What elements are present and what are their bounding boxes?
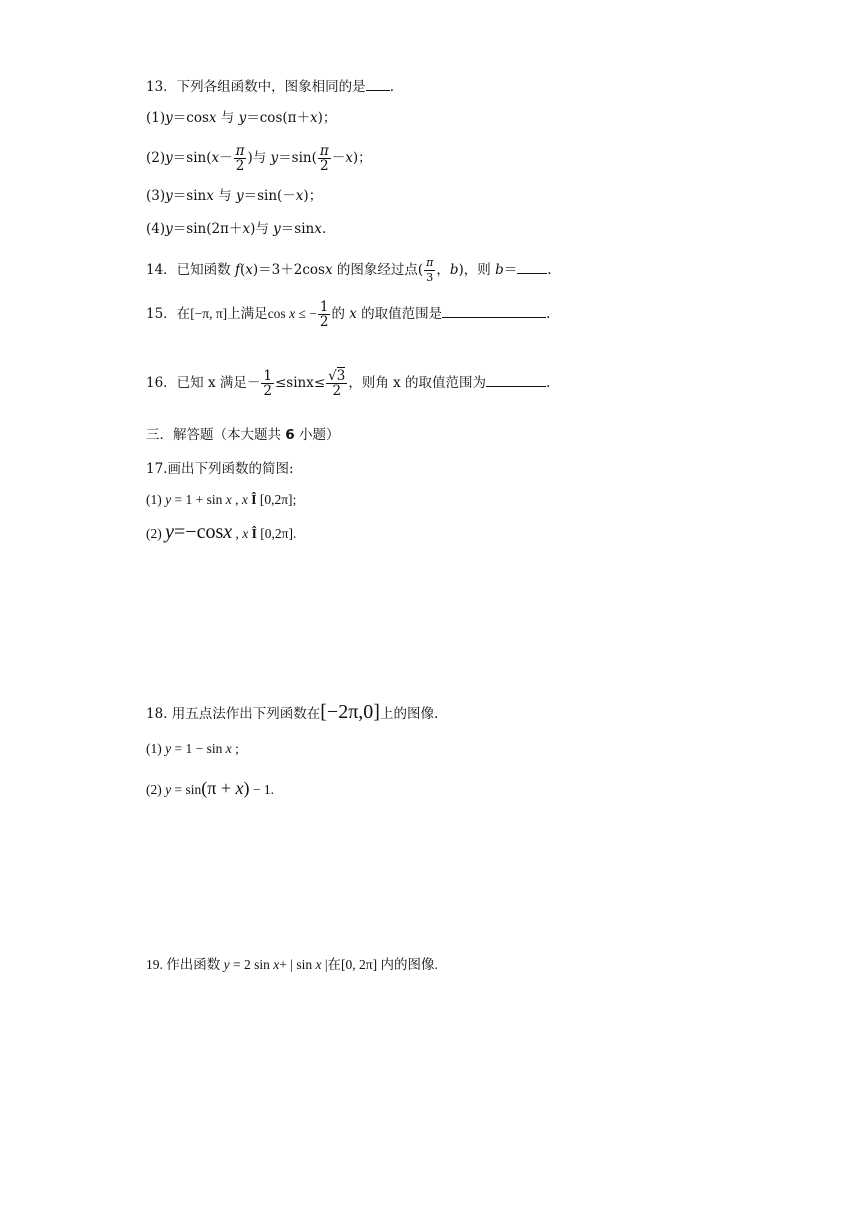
q15-text: 15．在 [146,306,191,322]
part-number: (2) [146,526,166,541]
denominator: 2 [320,158,329,174]
var-x: x [242,526,249,541]
question-19 [146,955,438,975]
var-x: x [223,521,233,543]
q16-text: ，则角 x 的取值范围为 [348,375,487,391]
expr: = 2 sin [229,957,274,972]
radicand: 3 [336,368,346,384]
numerator: π [235,143,245,159]
comma: , [232,526,243,541]
expr-end: )； [352,150,372,166]
numerator: π [319,143,329,159]
part-number: (2) [146,782,166,797]
expr: ＝sin( [278,150,317,166]
var-x: x [314,221,322,237]
conj: )与 [247,150,271,166]
answer-blank [486,372,546,387]
denominator: 2 [332,383,342,399]
q14-text: 的图象经过点( [332,262,424,278]
expr: = 1 − sin [171,741,226,756]
interval: [−2π,0] [320,701,380,723]
numerator: π [426,256,434,269]
q14-text: )，则 [458,262,496,278]
inequality: ≤ − [295,306,317,321]
numerator [326,369,347,384]
var-y: y [270,150,279,166]
element-of-symbol: Î [248,526,261,541]
var-x: x [225,741,232,756]
expr-end: ; [231,741,239,756]
minus: － [331,150,346,166]
period: . [546,306,551,322]
q15-text: 的取值范围是 [356,306,443,322]
q18-part-1 [146,739,239,759]
denominator: 2 [263,383,272,399]
var-y: y [165,221,173,237]
var-y: y [165,782,172,797]
answer-blank [366,76,390,91]
var-y: y [165,741,172,756]
answer-blank [517,259,547,274]
numerator: 1 [263,368,272,384]
section-count: 6 [285,427,295,443]
expr-end: )； [317,110,337,126]
sqrt-icon: √ [328,368,337,384]
expr-end: )； [303,188,323,204]
var-b: b [449,262,459,278]
var-y: y [223,957,230,972]
var-x: x [289,306,296,321]
fraction [318,144,331,173]
var-x: x [208,110,217,126]
var-y: y [273,221,281,237]
element-of-symbol: Î [247,492,260,507]
question-17-stem [146,459,294,479]
var-x: x [324,262,333,278]
q13-option-4 [146,219,326,239]
var-y: y [165,150,173,166]
var-x: x [273,957,280,972]
period: . [546,375,551,391]
expr: ＝sin( [172,150,212,166]
expr: = sin [171,782,202,797]
expr-end: . [321,221,327,237]
section-title: 小题） [294,427,340,443]
var-x: x [242,221,251,237]
comma: ， [436,262,450,278]
var-x: x [245,262,253,278]
denominator: 2 [319,314,329,330]
expr-end: ; [292,492,297,507]
fraction [424,256,435,285]
question-14 [146,252,552,288]
interval: [0,2π] [260,526,293,541]
q18-text: 上的图像. [379,706,439,722]
var-y: y [235,188,244,204]
var-x: x [295,188,304,204]
denominator: 3 [426,271,434,284]
section-title: 三．解答题（本大题共 [146,427,286,443]
equals: ＝ [503,262,518,278]
var-x: x [349,306,357,322]
numerator: 1 [319,299,329,315]
expr: = 1 + sin [171,492,226,507]
option-number: (3) [146,188,166,204]
q18-part-2 [146,776,274,802]
fraction [234,144,247,173]
q15-text: 上满足 [227,306,268,322]
interval: [−π, π] [190,306,228,321]
var-y: y [165,492,172,507]
conj: 与 [216,110,239,126]
part-number: (1) [146,492,166,507]
option-number: (1) [146,110,166,126]
expr: =−cos [174,521,224,543]
var-x: x [241,492,248,507]
q19-text: 19. 作出函数 [146,957,224,972]
var-f: f [234,262,240,278]
var-y: y [165,521,175,543]
expr: ＝sin(2π＋ [172,221,243,237]
q13-option-1 [146,108,336,128]
expr: (π + [201,778,236,798]
fraction [261,369,274,398]
var-x: x [211,150,220,166]
fraction [318,300,331,329]
func-cos: cos [267,306,290,321]
q15-text: 的 [331,306,350,322]
question-15 [146,294,550,334]
expr: ＝sin [280,221,315,237]
q19-text: |在 [321,957,342,972]
q17-part-2 [146,522,296,544]
var-x: x [315,957,322,972]
section-heading [146,425,340,445]
conj: )与 [250,221,274,237]
conj: 与 [213,188,236,204]
q13-option-2 [146,138,372,178]
var-y: y [165,188,173,204]
expr: + | sin [279,957,316,972]
q14-text: 14．已知函数 [146,262,235,278]
comma: , [231,492,242,507]
q13-text: 13．下列各组函数中，图象相同的是 [146,79,366,95]
expr-end: − 1. [249,782,274,797]
var-x: x [225,492,232,507]
fraction-sqrt3-over-2 [326,369,347,398]
q13-option-3 [146,186,322,206]
expr: ＝sin(－ [243,188,296,204]
expr: ＝cos [172,110,209,126]
var-x: x [310,110,318,126]
expr: ＝cos(π＋ [246,110,311,126]
expr: ( [239,262,246,278]
inequality: ≤sinx≤ [274,375,326,391]
expr-end: . [292,526,297,541]
q17-text: 17.画出下列函数的简图: [146,461,294,477]
paren-close: ) [243,778,250,798]
q17-part-1 [146,490,296,510]
var-y: y [238,110,247,126]
denominator: 2 [235,158,245,174]
minus: － [219,150,233,166]
var-x: x [345,150,353,166]
var-x: x [206,188,214,204]
option-number: (4) [146,221,166,237]
q13-period: . [389,79,394,95]
question-16 [146,360,550,406]
q16-text: 16．已知 x 满足－ [146,375,261,391]
expr: ＝sin [172,188,207,204]
interval: [0,2π] [259,492,293,507]
q18-text: 18. 用五点法作出下列函数在 [146,706,321,722]
question-13-stem [146,76,394,97]
q19-text: 内的图像. [377,957,438,972]
var-b: b [495,262,504,278]
part-number: (1) [146,741,166,756]
answer-blank [442,303,546,318]
question-18-stem [146,700,438,726]
expr: )＝3＋2cos [252,262,325,278]
period: . [547,262,552,278]
var-x: x [235,778,244,798]
option-number: (2) [146,150,166,166]
interval: [0, 2π] [341,957,378,972]
var-y: y [165,110,173,126]
